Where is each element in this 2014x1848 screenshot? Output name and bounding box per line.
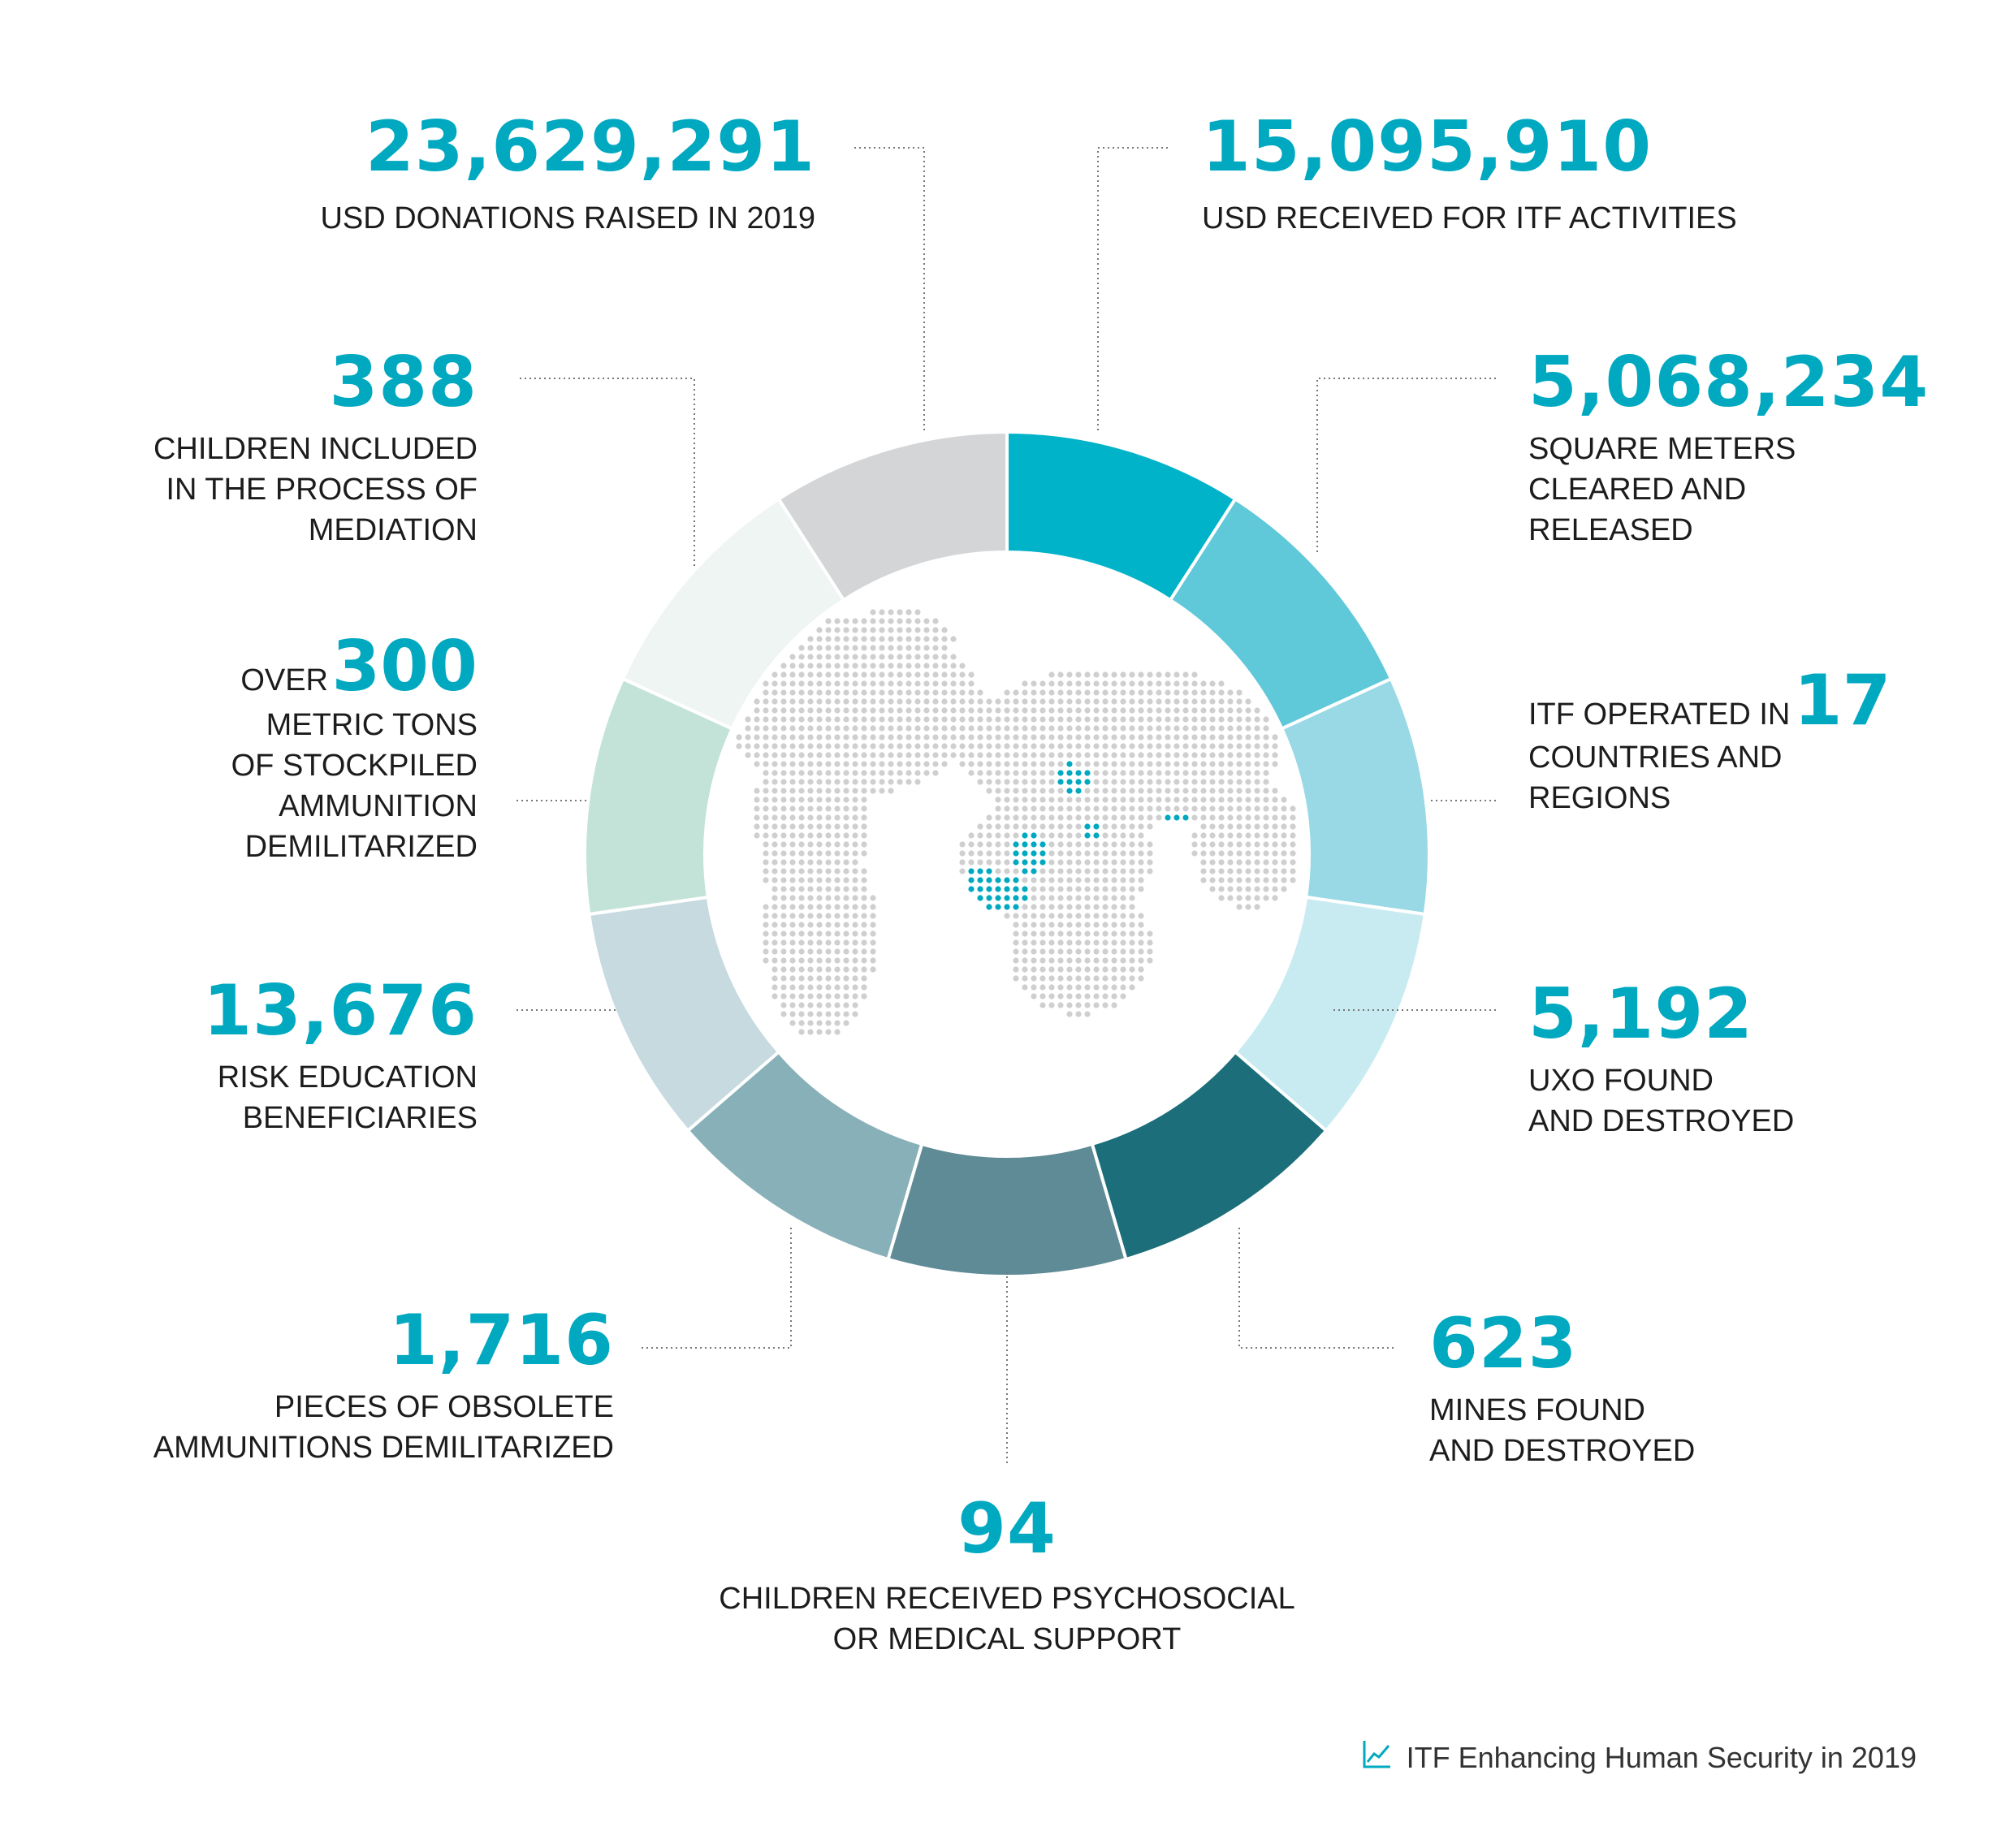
- stat-value: 388: [329, 342, 478, 423]
- stat-value: 623: [1429, 1303, 1578, 1384]
- label-line: CHILDREN RECEIVED PSYCHOSOCIAL: [719, 1582, 1295, 1616]
- label-line: METRIC TONS: [266, 708, 478, 742]
- stat-label: [1528, 429, 1929, 551]
- stat-psychosocial: [682, 1488, 1332, 1660]
- footer: [1361, 1738, 1917, 1777]
- stat-mines: [1429, 1303, 1696, 1471]
- label-line: BENEFICIARIES: [242, 1101, 478, 1135]
- stat-value: 17: [1793, 660, 1891, 741]
- stat-label: [1528, 1060, 1794, 1142]
- label-line: IN THE PROCESS OF: [166, 473, 478, 507]
- stat-countries: [1528, 660, 1891, 818]
- stat-children-mediation: [153, 342, 478, 551]
- label-line: MEDIATION: [308, 513, 478, 547]
- stat-usd-donations: [320, 106, 815, 239]
- stat-label: USD RECEIVED FOR ITF ACTIVITIES: [1202, 201, 1737, 235]
- label-line: RELEASED: [1528, 513, 1693, 547]
- stat-headline: [231, 626, 478, 707]
- stat-ammunition-tons: [231, 626, 478, 867]
- stat-prefix: OVER: [240, 663, 329, 697]
- label-line: AND DESTROYED: [1528, 1104, 1795, 1138]
- world-dot-map: [736, 609, 1295, 1034]
- stat-label: [1429, 1390, 1695, 1471]
- stat-obsolete-ammo: [153, 1300, 614, 1468]
- stat-value: 300: [331, 626, 478, 707]
- stat-label: [1528, 737, 1891, 818]
- chart-line-icon: [1361, 1738, 1394, 1777]
- label-line: SQUARE METERS: [1528, 432, 1796, 466]
- label-line: CHILDREN INCLUDED: [153, 432, 478, 466]
- segment-psychosocial: [888, 1144, 1126, 1276]
- stat-prefix: ITF OPERATED IN: [1528, 697, 1791, 732]
- label-line: MINES FOUND: [1429, 1393, 1645, 1427]
- label-line: CLEARED AND: [1528, 473, 1747, 507]
- stat-usd-received: [1202, 106, 1737, 239]
- label-line: AND DESTROYED: [1429, 1434, 1696, 1468]
- stat-label: [682, 1578, 1332, 1660]
- label-line: UXO FOUND: [1528, 1064, 1714, 1098]
- stat-square-meters: [1528, 342, 1930, 551]
- label-line: OR MEDICAL SUPPORT: [832, 1622, 1182, 1656]
- stat-value: 15,095,910: [1202, 106, 1653, 188]
- stat-uxo: [1528, 974, 1795, 1142]
- stat-value: 5,192: [1528, 974, 1754, 1055]
- stat-label: [153, 429, 478, 551]
- stat-value: 5,068,234: [1528, 342, 1930, 423]
- stat-value: 23,629,291: [365, 106, 815, 188]
- stat-label: [203, 1057, 478, 1138]
- footer-text: ITF Enhancing Human Security in 2019: [1406, 1740, 1917, 1774]
- label-line: DEMILITARIZED: [244, 830, 478, 864]
- label-line: PIECES OF OBSOLETE: [274, 1390, 614, 1424]
- label-line: COUNTRIES AND: [1528, 740, 1783, 775]
- stat-label: [153, 1387, 614, 1468]
- stat-label: [231, 705, 478, 867]
- label-line: AMMUNITIONS DEMILITARIZED: [153, 1431, 614, 1465]
- label-line: RISK EDUCATION: [217, 1060, 478, 1095]
- stat-value: 1,716: [388, 1300, 614, 1381]
- label-line: OF STOCKPILED: [231, 749, 478, 783]
- stat-risk-education: [203, 970, 478, 1138]
- stat-value: 13,676: [203, 970, 478, 1051]
- stat-label: USD DONATIONS RAISED IN 2019: [320, 201, 815, 235]
- label-line: AMMUNITION: [279, 789, 478, 823]
- stat-value: 94: [957, 1488, 1057, 1570]
- stat-headline: [1528, 660, 1891, 741]
- label-line: REGIONS: [1528, 781, 1671, 815]
